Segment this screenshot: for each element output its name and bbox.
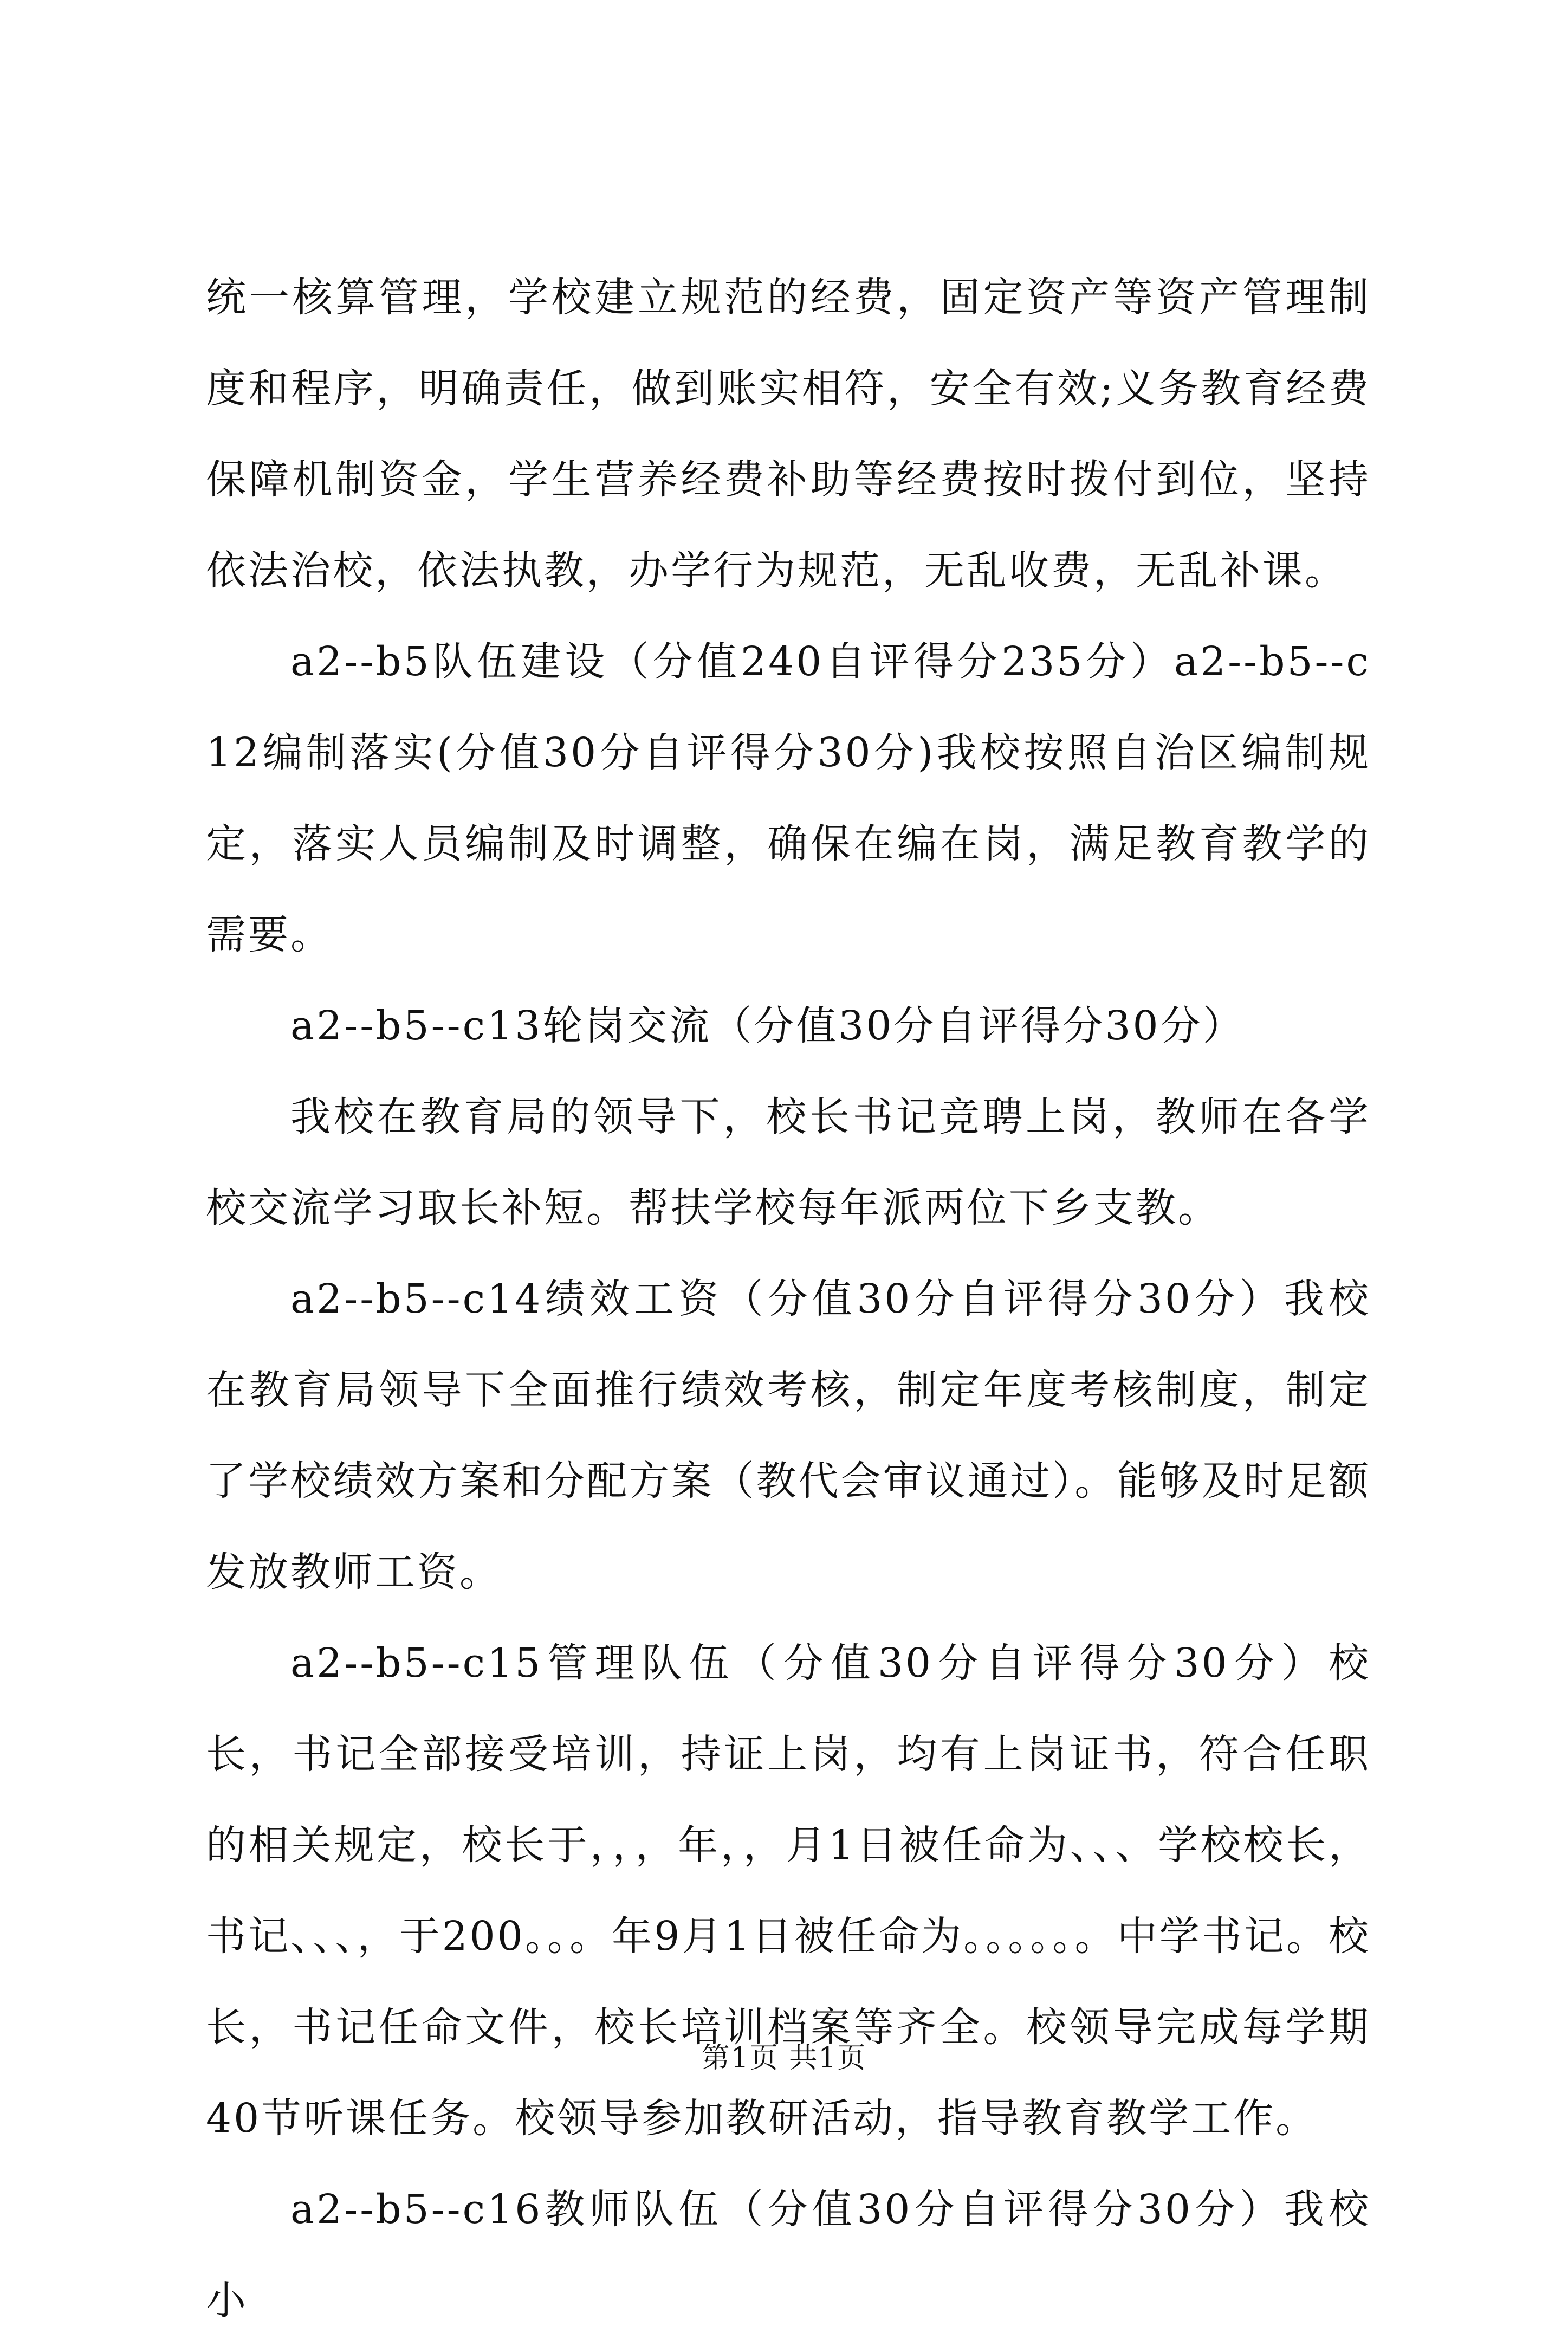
paragraph-1: 统一核算管理，学校建立规范的经费，固定资产等资产管理制度和程序，明确责任，做到账实相符，安全有效;义务教育经费保障机制资金，学生营养经费补助等经费按时拨付到位，坚持依法治校，依法执教，办学行为规范，无乱收费，无乱补课。: [206, 274, 1371, 594]
paragraph-5: a2--b5--c14绩效工资（分值30分自评得分30分）我校在教育局领导下全面推行绩效考核，制定年度考核制度，制定了学校绩效方案和分配方案（教代会审议通过）。能够及时足额发放教师工资。: [206, 1276, 1371, 1595]
paragraph-3: a2--b5--c13轮岗交流（分值30分自评得分30分）: [290, 1003, 1245, 1049]
paragraph-7: a2--b5--c16教师队伍（分值30分自评得分30分）我校小: [206, 2186, 1371, 2324]
paragraph-6: a2--b5--c15管理队伍（分值30分自评得分30分）校长，书记全部接受培训，持证上岗，均有上岗证书，符合任职的相关规定，校长于，，，年，，月1日被任命为、、、学校校长，书记、、、，于200。。。年9月1日被任命为。。。。。。中学书记。校长，书记任命文件，校长培训档案等齐全。校领导完成每学期40节听课任务。校领导参加教研活动，指导教育教学工作。: [206, 1640, 1371, 2142]
page-footer: 第1页 共1页: [701, 2042, 867, 2074]
document-body: [206, 252, 1371, 2346]
paragraph-2: a2--b5队伍建设（分值240自评得分235分）a2--b5--c12编制落实(分值30分自评得分30分)我校按照自治区编制规定，落实人员编制及时调整，确保在编在岗，满足教育教学的需要。: [206, 638, 1371, 958]
paragraph-4: 我校在教育局的领导下，校长书记竞聘上岗，教师在各学校交流学习取长补短。帮扶学校每年派两位下乡支教。: [206, 1094, 1371, 1231]
